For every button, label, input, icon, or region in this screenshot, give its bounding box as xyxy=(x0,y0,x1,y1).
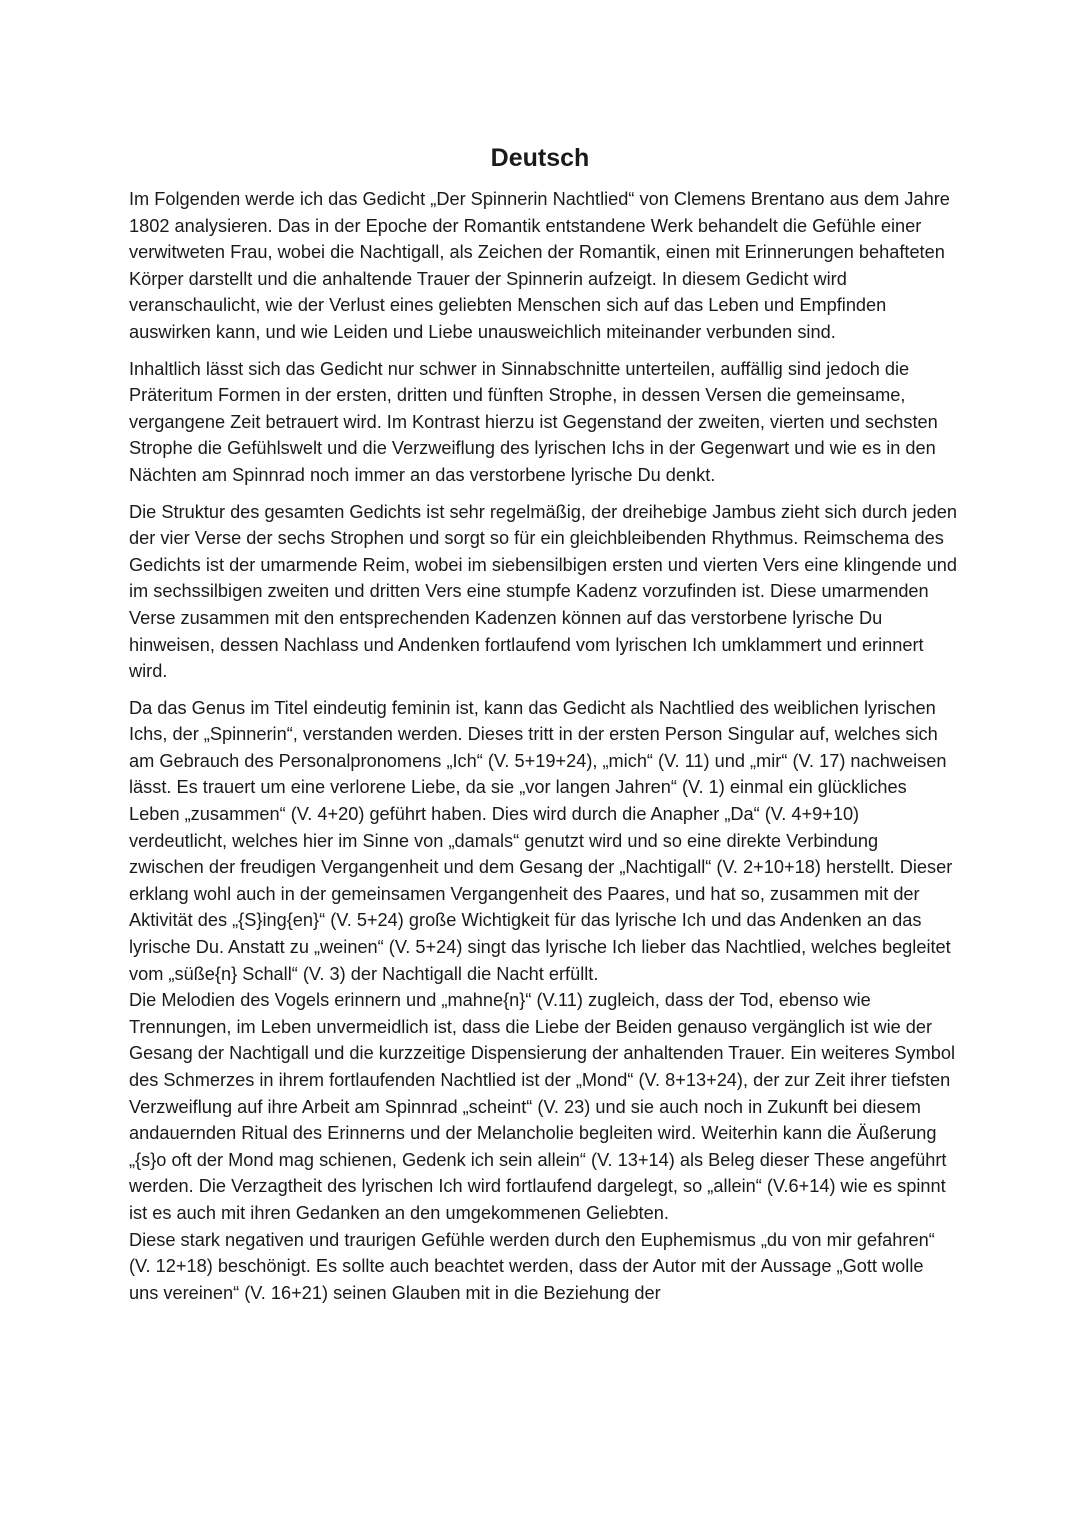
paragraph-lyrical-self: Da das Genus im Titel eindeutig feminin ist, kann das Gedicht als Nachtlied des weiblichen lyrischen Ichs, der „Spinnerin“, verstanden werden. Dieses tritt in der ersten Person Singular auf, welches sich am Gebrauch des Personalpronomens „Ich“ (V. 5+19+24), „mich“ (V. 11) und „mir“ (V. 17) nachweisen lässt. Es trauert um eine verlorene Liebe, da sie „vor langen Jahren“ (V. 1) einmal ein glückliches Leben „zusammen“ (V. 4+20) geführt haben. Dies wird durch die Anapher „Da“ (V. 4+9+10) verdeutlicht, welches hier im Sinne von „damals“ genutzt wird und so eine direkte Verbindung zwischen der freudigen Vergangenheit und dem Gesang der „Nachtigall“ (V. 2+10+18) herstellt. Dieser erklang wohl auch in der gemeinsamen Vergangenheit des Paares, und hat so, zusammen mit der Aktivität des „{S}ing{en}“ (V. 5+24) große Wichtigkeit für das lyrische Ich und das Andenken an das lyrische Du. Anstatt zu „weinen“ (V. 5+24) singt das lyrische Ich lieber das Nachtlied, welches begleitet vom „süße{n} Schall“ (V. 3) der Nachtigall die Nacht erfüllt. xyxy=(129,697,953,984)
paragraph-euphemism: Diese stark negativen und traurigen Gefühle werden durch den Euphemismus „du von mir gefahren“ (V. 12+18) beschönigt. Es sollte auch beachtet werden, dass der Autor mit der Aussage „Gott wolle uns vereinen“ (V. 16+21) seinen Glauben mit in die Beziehung der xyxy=(129,1229,935,1303)
paragraph-structure: Die Struktur des gesamten Gedichts ist sehr regelmäßig, der dreihebige Jambus zieht sich durch jeden der vier Verse der sechs Strophen und sorgt so für ein gleichbleibenden Rhythmus. Reimschema des Gedichts ist der umarmende Reim, wobei im siebensilbigen ersten und vierten Vers eine klingende und im sechssilbigen zweiten und dritten Vers eine stumpfe Kadenz vorzufinden ist. Diese umarmenden Verse zusammen mit den entsprechenden Kadenzen können auf das verstorbene lyrische Du hinweisen, dessen Nachlass und Andenken fortlaufend vom lyrischen Ich umklammert und erinnert wird. xyxy=(129,501,957,682)
paragraph-introduction: Im Folgenden werde ich das Gedicht „Der Spinnerin Nachtlied“ von Clemens Brentano aus dem Jahre 1802 analysieren. Das in der Epoche der Romantik entstandene Werk behandelt die Gefühle einer verwitweten Frau, wobei die Nachtigall, als Zeichen der Romantik, einen mit Erinnerungen behafteten Körper darstellt und die anhaltende Trauer der Spinnerin aufzeigt. In diesem Gedicht wird veranschaulicht, wie der Verlust eines geliebten Menschen sich auf das Leben und Empfinden auswirken kann, und wie Leiden und Liebe unausweichlich miteinander verbunden sind. xyxy=(129,189,950,342)
document-body xyxy=(129,186,957,1306)
page-title: Deutsch xyxy=(490,144,590,172)
paragraph-content: Inhaltlich lässt sich das Gedicht nur schwer in Sinnabschnitte unterteilen, auffällig sind jedoch die Präteritum Formen in der ersten, dritten und fünften Strophe, in dessen Versen die gemeinsame, vergangene Zeit betrauert wird. Im Kontrast hierzu ist Gegenstand der zweiten, vierten und sechsten Strophe die Gefühlswelt und die Verzweiflung des lyrischen Ichs in der Gegenwart und wie es in den Nächten am Spinnrad noch immer an das verstorbene lyrische Du denkt. xyxy=(129,358,938,485)
paragraph-symbols: Die Melodien des Vogels erinnern und „mahne{n}“ (V.11) zugleich, dass der Tod, ebenso wie Trennungen, im Leben unvermeidlich ist, dass die Liebe der Beiden genauso vergänglich ist wie der Gesang der Nachtigall und die kurzzeitige Dispensierung der anhaltenden Trauer. Ein weiteres Symbol des Schmerzes in ihrem fortlaufenden Nachtlied ist der „Mond“ (V. 8+13+24), der zur Zeit ihrer tiefsten Verzweiflung auf ihre Arbeit am Spinnrad „scheint“ (V. 23) und sie auch noch in Zukunft bei diesem andauernden Ritual des Erinnerns und der Melancholie begleiten wird. Weiterhin kann die Äußerung „{s}o oft der Mond mag schienen, Gedenk ich sein allein“ (V. 13+14) als Beleg dieser These angeführt werden. Die Verzagtheit des lyrischen Ich wird fortlaufend dargelegt, so „allein“ (V.6+14) wie es spinnt ist es auch mit ihren Gedanken an den umgekommenen Geliebten. xyxy=(129,990,955,1223)
